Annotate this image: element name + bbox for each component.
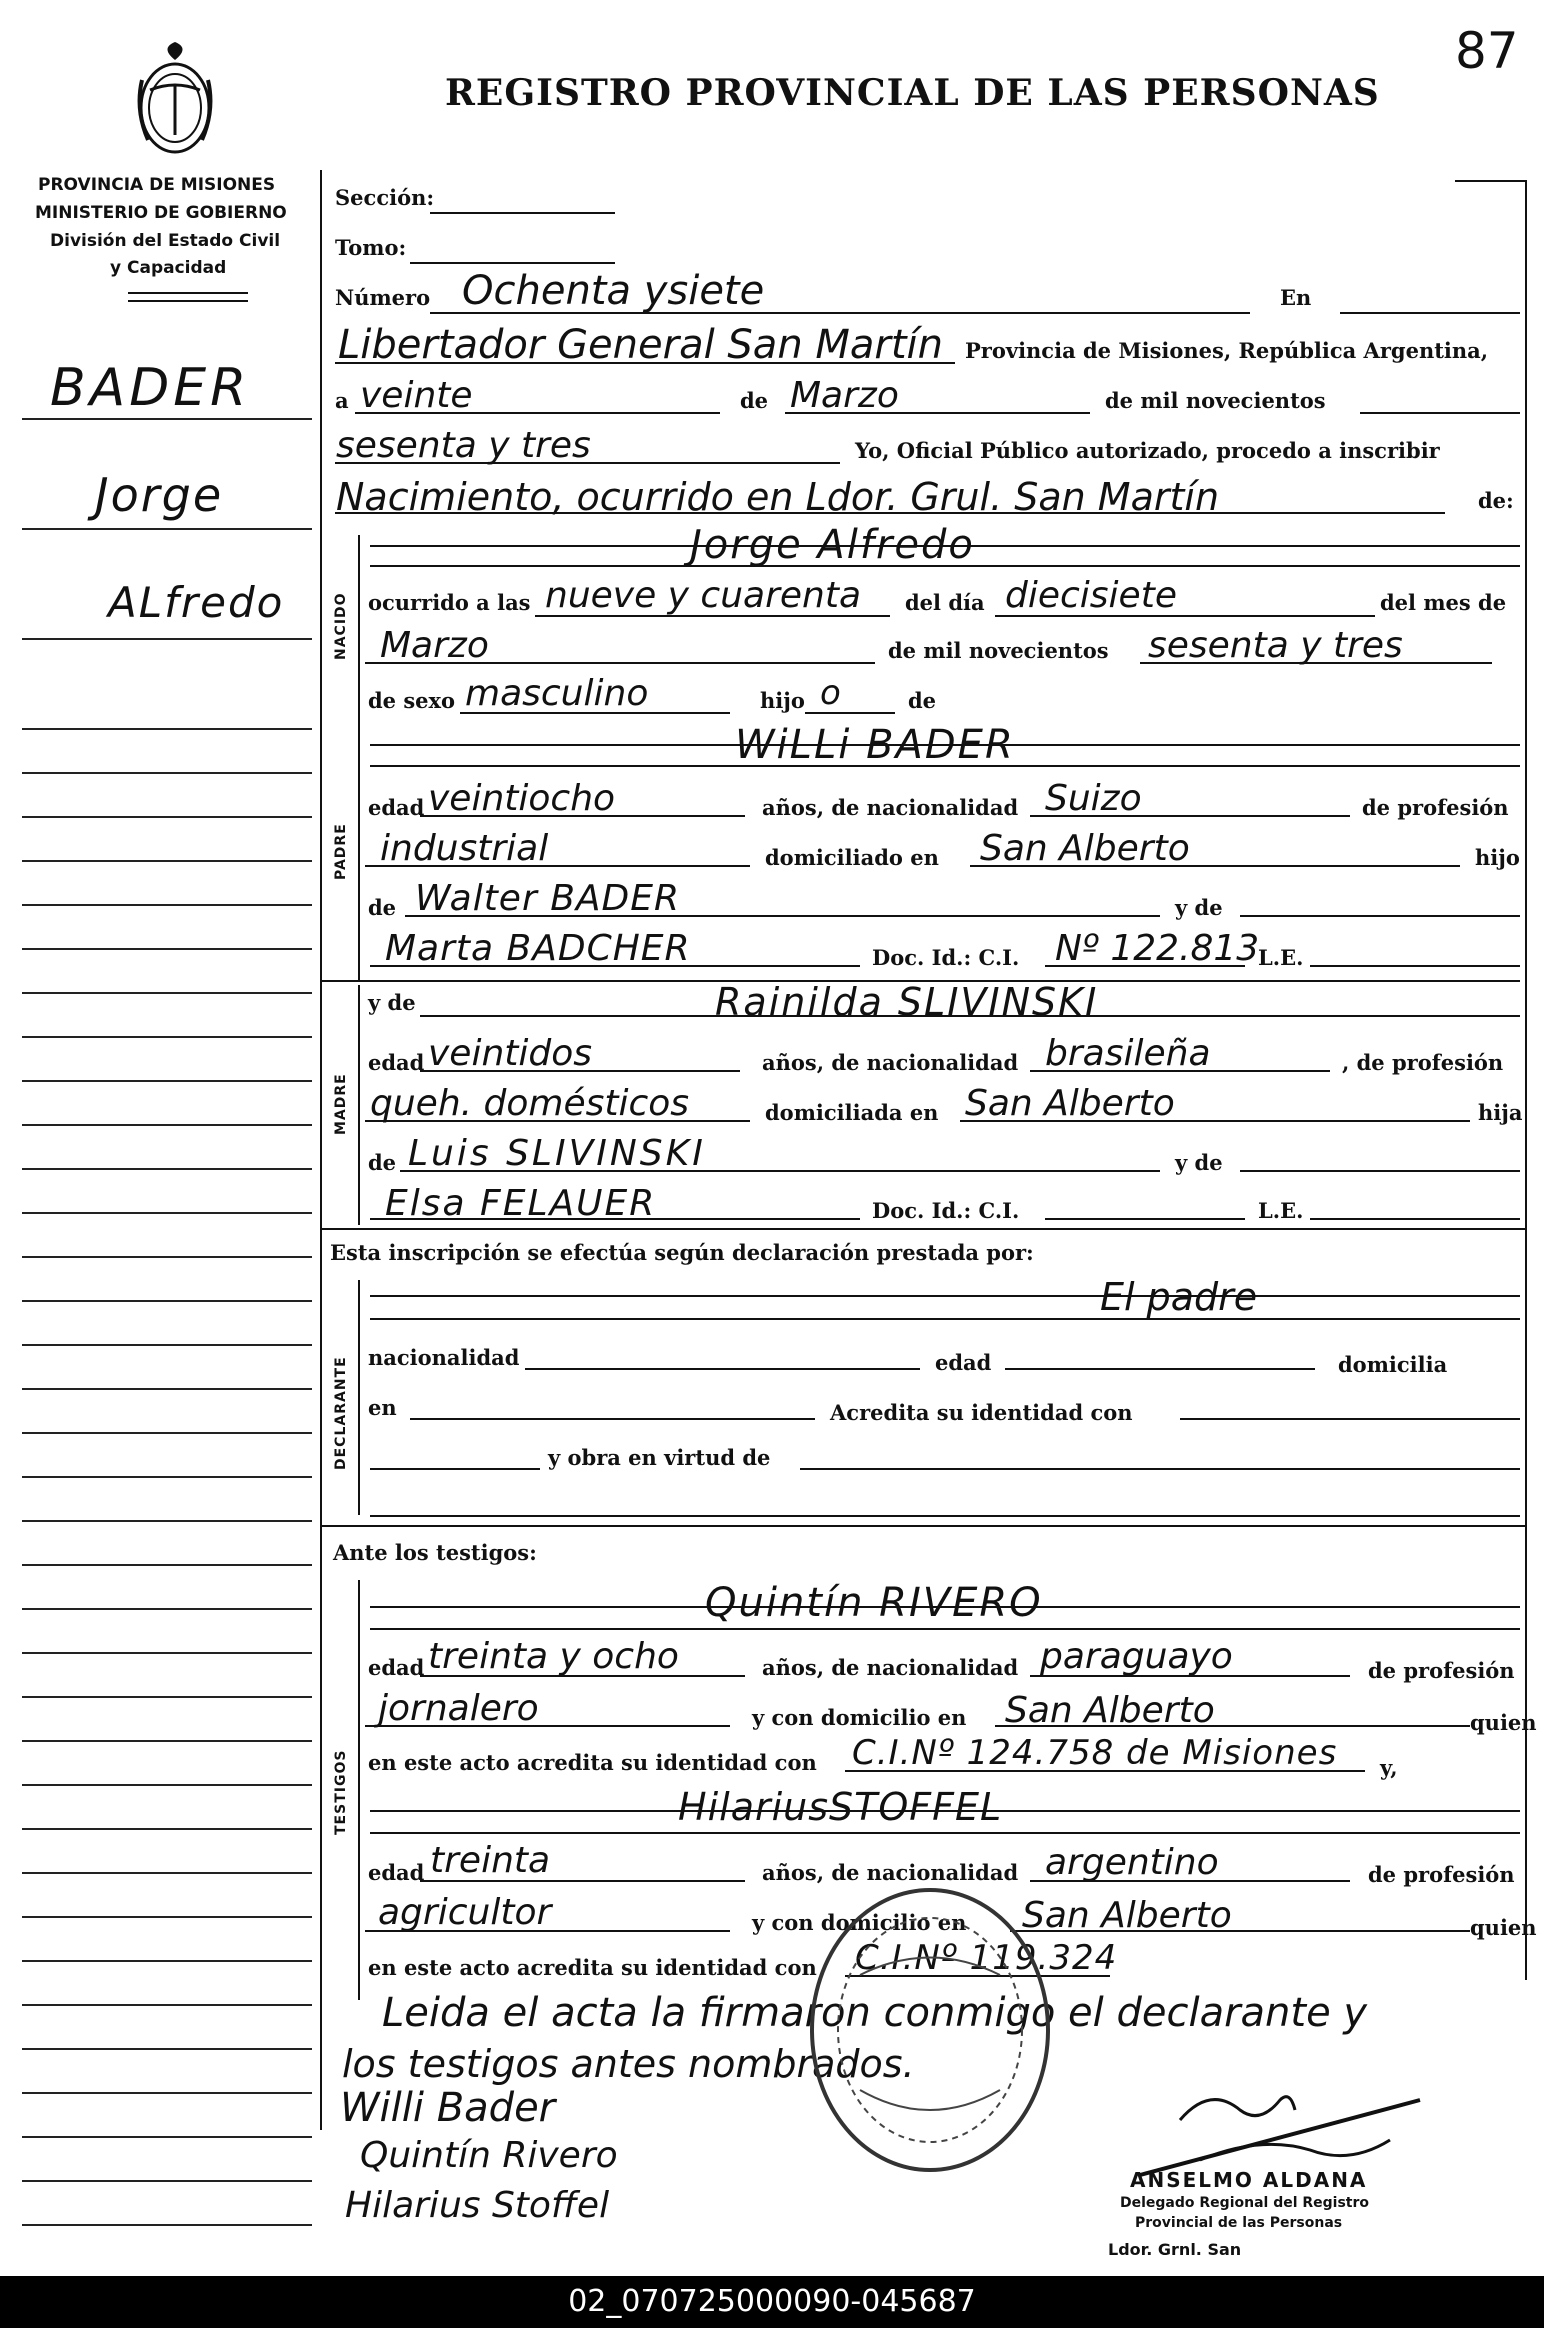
margin-ruled-line [22, 1344, 312, 1346]
madre-profesion-label: , de profesión [1342, 1050, 1504, 1075]
margin-ruled-line [22, 1520, 312, 1522]
t2-domicilio-label: y con domicilio en [752, 1910, 967, 1935]
padre-doc-label: Doc. Id.: C.I. [872, 945, 1020, 970]
t1-anos-label: años, de nacionalidad [762, 1655, 1019, 1680]
signature-quintin-rivero: Quintín Rivero [360, 2135, 618, 2176]
hijo-value: o [820, 673, 841, 713]
margin-ruled-line [22, 1036, 312, 1038]
margin-ruled-line [22, 1564, 312, 1566]
t2-profesion-label: de profesión [1368, 1862, 1515, 1887]
padre-ci-value: Nº 122.813 [1055, 928, 1260, 969]
t1-prof-value: jornalero [378, 1688, 539, 1729]
padre-hijo-label: hijo [1475, 845, 1520, 870]
margin-ruled-line [22, 904, 312, 906]
de-label: de [740, 388, 769, 413]
document-title: REGISTRO PROVINCIAL DE LAS PERSONAS [445, 72, 1380, 114]
margin-ruled-line [22, 1652, 312, 1654]
dia-nac-value: diecisiete [1005, 575, 1177, 616]
margin-ruled-line [22, 2092, 312, 2094]
margin-ruled-line [22, 1080, 312, 1082]
abuelo-m-value: Luis SLIVINSKI [408, 1133, 706, 1174]
margin-ruled-line [22, 1740, 312, 1742]
padre-anos-label: años, de nacionalidad [762, 795, 1019, 820]
padre-nac-value: Suizo [1045, 778, 1142, 819]
t1-domicilio-label: y con domicilio en [752, 1705, 967, 1730]
de-mil-label: de mil novecientos [1105, 388, 1326, 413]
padre-profesion-label: de profesión [1362, 795, 1509, 820]
margin-ruled-line [22, 2004, 312, 2006]
margin-ruled-line [22, 2180, 312, 2182]
official-title-1: Delegado Regional del Registro [1120, 2195, 1370, 2211]
t1-profesion-label: de profesión [1368, 1658, 1515, 1683]
margin-first-name: Jorge [95, 468, 224, 522]
de2-label: de [908, 688, 937, 713]
madre-section-label: MADRE [333, 1073, 349, 1135]
t2-nac-value: argentino [1045, 1842, 1219, 1883]
cierre-line-1: Leida el acta la firmaron conmigo el declarante y [382, 1990, 1368, 2036]
official-name: ANSELMO ALDANA [1130, 2168, 1368, 2192]
madre-value: Rainilda SLIVINSKI [715, 980, 1099, 1024]
provincia-label: Provincia de Misiones, República Argentina, [965, 338, 1489, 363]
ocurrido-label: ocurrido a las [368, 590, 531, 615]
madre-edad-label: edad [368, 1050, 425, 1075]
yo-oficial-label: Yo, Oficial Público autorizado, procedo a inscribir [855, 438, 1440, 463]
margin-ruled-line [22, 638, 312, 640]
t2-acto-label: en este acto acredita su identidad con [368, 1955, 817, 1980]
madre-anos-label: años, de nacionalidad [762, 1050, 1019, 1075]
t2-edad-label: edad [368, 1860, 425, 1885]
margin-ruled-line [22, 860, 312, 862]
margin-ruled-line [22, 1212, 312, 1214]
t2-ci-value: C.I.Nº 119.324 [855, 1938, 1118, 1978]
margin-ruled-line [22, 1168, 312, 1170]
margin-middle-name: ALfredo [108, 578, 285, 627]
de-sexo-label: de sexo [368, 688, 456, 713]
madre-doc-label: Doc. Id.: C.I. [872, 1198, 1020, 1223]
official-seal-stamp [800, 1880, 1060, 2184]
padre-edad-label: edad [368, 795, 425, 820]
sexo-value: masculino [465, 673, 649, 714]
margin-ruled-line [22, 1256, 312, 1258]
declarante-nac-label: nacionalidad [368, 1345, 520, 1370]
mes-nac-value: Marzo [380, 625, 489, 666]
del-dia-label: del día [905, 590, 985, 615]
t1-ci-value: C.I.Nº 124.758 de Misiones [852, 1733, 1338, 1773]
margin-ruled-line [22, 1124, 312, 1126]
margin-ruled-line [22, 816, 312, 818]
margin-ruled-line [22, 1300, 312, 1302]
t1-edad-label: edad [368, 1655, 425, 1680]
t2-prof-value: agricultor [378, 1892, 552, 1933]
margin-ruled-line [22, 1916, 312, 1918]
margin-ruled-line [22, 1388, 312, 1390]
cierre-line-2: los testigos antes nombrados. [342, 2042, 915, 2086]
madre-le-label: L.E. [1258, 1198, 1304, 1223]
margin-ruled-line [22, 992, 312, 994]
abuelo-y-de-label: y de [1175, 895, 1223, 920]
division-label: División del Estado Civil [50, 231, 281, 251]
lugar-value: Libertador General San Martín [338, 322, 943, 368]
margin-ruled-line [22, 1784, 312, 1786]
testigos-section-label: TESTIGOS [333, 1749, 349, 1835]
margin-ruled-line [22, 948, 312, 950]
ante-testigos-label: Ante los testigos: [333, 1540, 537, 1565]
t1-dom-value: San Alberto [1005, 1690, 1215, 1731]
a-label: a [335, 388, 349, 413]
t2-anos-label: años, de nacionalidad [762, 1860, 1019, 1885]
t2-edad-value: treinta [430, 1840, 551, 1881]
abuelo-m-de-label: de [368, 1150, 397, 1175]
seccion-label: Sección: [335, 185, 435, 210]
de-mil2-label: de mil novecientos [888, 638, 1109, 663]
footer-document-id: 02_070725000090-045687 [0, 2276, 1544, 2328]
abuelo-value: Walter BADER [415, 878, 681, 919]
official-title-2: Provincial de las Personas [1135, 2215, 1343, 2231]
margin-ruled-line [22, 2136, 312, 2138]
official-place: Ldor. Grnl. San [1108, 2240, 1242, 2259]
signature-willi-bader: Willi Bader [340, 2085, 556, 2131]
t1-y-label: y, [1380, 1755, 1398, 1780]
hora-value: nueve y cuarenta [545, 575, 862, 616]
t1-edad-value: treinta y ocho [428, 1636, 679, 1677]
declarante-acredita-label: Acredita su identidad con [830, 1400, 1133, 1425]
t1-quien-label: quien [1470, 1710, 1537, 1735]
abuela-m-value: Elsa FELAUER [385, 1183, 657, 1224]
coat-of-arms-emblem [130, 40, 220, 164]
capacity-label: y Capacidad [110, 258, 227, 278]
anio-nac-value: sesenta y tres [1148, 625, 1403, 666]
madre-hija-label: hija [1478, 1100, 1523, 1125]
margin-ruled-line [22, 1476, 312, 1478]
margin-ruled-line [22, 2048, 312, 2050]
margin-ruled-line [22, 1960, 312, 1962]
madre-edad-value: veintidos [428, 1033, 593, 1074]
abuelo-de-label: de [368, 895, 397, 920]
madre-dom-value: San Alberto [965, 1083, 1175, 1124]
signature-hilarius-stoffel: Hilarius Stoffel [345, 2185, 610, 2226]
margin-ruled-line [22, 772, 312, 774]
padre-domiciliado-label: domiciliado en [765, 845, 939, 870]
padre-dom-value: San Alberto [980, 828, 1190, 869]
padre-edad-value: veintiocho [428, 778, 616, 819]
tomo-label: Tomo: [335, 235, 407, 260]
numero-value: Ochenta ysiete [462, 268, 765, 314]
nacido-section-label: NACIDO [333, 592, 349, 660]
esta-inscripcion-label: Esta inscripción se efectúa según declaración prestada por: [330, 1240, 1034, 1265]
margin-ruled-line [22, 1696, 312, 1698]
padre-section-label: PADRE [333, 823, 349, 880]
del-mes-label: del mes de [1380, 590, 1507, 615]
madre-y-de-label: y de [368, 990, 416, 1015]
anio-value: sesenta y tres [336, 425, 591, 466]
hijo-label: hijo [760, 688, 805, 713]
t2-dom-value: San Alberto [1022, 1895, 1232, 1936]
declarante-domicilio-label: domicilia [1338, 1352, 1448, 1377]
margin-ruled-line [22, 2224, 312, 2226]
t2-quien-label: quien [1470, 1915, 1537, 1940]
margin-ruled-line [22, 528, 312, 530]
page-number: 87 [1455, 22, 1519, 80]
inscripcion-value: Nacimiento, ocurrido en Ldor. Grul. San Martín [336, 475, 1220, 519]
margin-ruled-line [22, 728, 312, 730]
numero-label: Número [335, 285, 431, 310]
declarante-edad-label: edad [935, 1350, 992, 1375]
abuela-value: Marta BADCHER [385, 928, 691, 969]
margin-ruled-line [22, 1432, 312, 1434]
margin-ruled-line [22, 1828, 312, 1830]
margin-ruled-line [22, 1872, 312, 1874]
declarante-obra-label: y obra en virtud de [548, 1445, 771, 1470]
nombre-value: Jorge Alfredo [690, 522, 975, 568]
padre-value: WiLLi BADER [735, 722, 1015, 768]
mes-value: Marzo [790, 375, 899, 416]
madre-domiciliada-label: domiciliada en [765, 1100, 939, 1125]
de-colon-label: de: [1478, 488, 1514, 513]
testigo2-value: HilariusSTOFFEL [678, 1785, 1003, 1829]
abuelo-m-y-de-label: y de [1175, 1150, 1223, 1175]
madre-nac-value: brasileña [1045, 1033, 1211, 1074]
margin-ruled-line [22, 1608, 312, 1610]
en-label: En [1280, 285, 1312, 310]
declarante-en-label: en [368, 1395, 397, 1420]
declarante-section-label: DECLARANTE [333, 1356, 349, 1470]
testigo1-value: Quintín RIVERO [705, 1580, 1043, 1626]
padre-le-label: L.E. [1258, 945, 1304, 970]
padre-prof-value: industrial [380, 828, 549, 869]
margin-ruled-line [22, 418, 312, 420]
dia-value: veinte [360, 375, 473, 416]
ministry-label: MINISTERIO DE GOBIERNO [35, 203, 287, 223]
madre-prof-value: queh. domésticos [370, 1083, 690, 1124]
province-label: PROVINCIA DE MISIONES [38, 175, 276, 195]
margin-surname: BADER [50, 358, 251, 418]
t1-nac-value: paraguayo [1040, 1636, 1233, 1677]
declarante-value: El padre [1100, 1275, 1258, 1319]
t1-acto-label: en este acto acredita su identidad con [368, 1750, 817, 1775]
